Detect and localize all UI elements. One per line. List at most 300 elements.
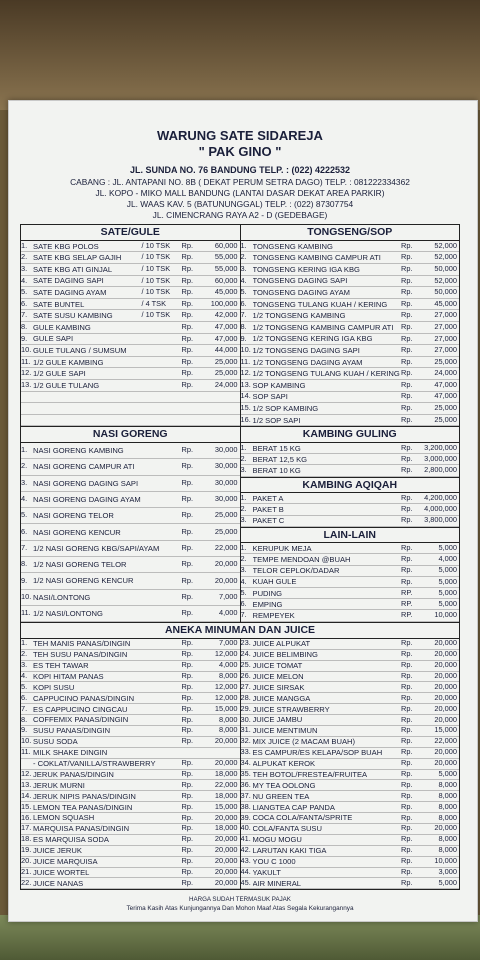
thank-you-note: Terima Kasih Atas Kunjungannya Dan Mohon Maaf Atas Segala Kekurangannya xyxy=(126,904,354,912)
currency-label: Rp. xyxy=(401,504,413,513)
item-number: 2. xyxy=(240,504,247,513)
item-name: REMPEYEK xyxy=(252,610,295,620)
menu-item-row xyxy=(21,748,240,759)
menu-header xyxy=(20,128,460,220)
currency-label: Rp. xyxy=(401,813,413,822)
item-name: TONGSENG KAMBING xyxy=(252,241,333,251)
item-name: JUICE MANGGA xyxy=(252,693,311,703)
item-price: 8,000 xyxy=(219,725,238,735)
item-price: 8,000 xyxy=(219,715,238,724)
item-name: PAKET B xyxy=(252,504,284,514)
lain-lain-list xyxy=(241,543,460,621)
item-price: 27,000 xyxy=(434,333,457,343)
item-name: 1/2 TONGSENG DAGING SAPI xyxy=(252,345,360,355)
item-number: 1. xyxy=(240,543,247,552)
currency-label: Rp. xyxy=(401,403,413,413)
item-name: TEH BOTOL/FRESTEA/FRUITEA xyxy=(252,769,368,779)
menu-item-row xyxy=(21,476,240,492)
menu-item-row xyxy=(21,846,240,857)
menu-item-row xyxy=(241,661,460,672)
item-price: 15,000 xyxy=(214,802,238,811)
guling-aqiqah-lain-section xyxy=(240,427,460,622)
item-number: 3. xyxy=(240,565,247,575)
currency-label: Rp. xyxy=(401,240,413,250)
menu-item-row xyxy=(21,368,240,380)
item-name: TELOR CEPLOK/DADAR xyxy=(252,566,340,576)
currency-label: Rp. xyxy=(181,526,194,536)
item-number: 2. xyxy=(240,454,247,463)
currency-label: Rp. xyxy=(181,649,194,659)
currency-label: Rp. xyxy=(401,442,413,452)
currency-label: Rp. xyxy=(401,454,413,463)
currency-label: Rp. xyxy=(401,391,413,401)
item-price: 100,000 xyxy=(210,298,238,308)
item-price: 20,000 xyxy=(434,704,457,713)
item-name: KERUPUK MEJA xyxy=(252,543,312,553)
currency-label: Rp. xyxy=(401,252,413,262)
item-number: 9. xyxy=(21,575,28,585)
currency-label: RP. xyxy=(401,610,413,620)
currency-label: Rp. xyxy=(401,465,413,475)
item-price: 60,000 xyxy=(214,275,238,285)
currency-label: Rp. xyxy=(181,791,194,800)
item-name: JUICE WORTEL xyxy=(33,867,90,877)
tongseng-sop-section xyxy=(240,225,460,426)
item-price: 18,000 xyxy=(214,769,238,779)
currency-label: RP. xyxy=(401,599,413,608)
item-price: 30,000 xyxy=(214,494,238,504)
branch-address: JL. WAAS KAV. 5 (BATUNUNGGAL) TELP. : (022) 87307754 xyxy=(126,199,354,210)
menu-item-row xyxy=(241,415,460,427)
item-number: 7. xyxy=(21,542,28,552)
menu-item-row xyxy=(21,590,240,606)
item-price: 25,000 xyxy=(214,510,238,520)
item-name: 1/2 SOP KAMBING xyxy=(252,403,319,413)
item-name: CAPPUCINO PANAS/DINGIN xyxy=(33,693,135,703)
item-price: 27,000 xyxy=(434,345,457,355)
section-title: LAIN-LAIN xyxy=(241,527,460,544)
item-number: 27. xyxy=(240,682,251,691)
item-price: 8,000 xyxy=(438,791,457,800)
item-number: 13. xyxy=(21,380,32,389)
item-price: 4,200,000 xyxy=(424,493,457,502)
item-price: 55,000 xyxy=(214,252,238,262)
item-name: GULE SAPI xyxy=(33,334,74,344)
menu-item-row xyxy=(21,693,240,704)
item-name: 1/2 TONGSENG TULANG KUAH / KERING xyxy=(252,369,400,379)
item-price: 3,000 xyxy=(438,867,457,877)
drinks-columns xyxy=(21,639,459,889)
currency-label: Rp. xyxy=(181,834,194,844)
menu-item-row xyxy=(241,443,460,454)
item-name: ES CAMPUR/ES KELAPA/SOP BUAH xyxy=(252,748,383,758)
item-number: 2. xyxy=(21,461,28,471)
menu-item-row xyxy=(21,780,240,791)
menu-item-row xyxy=(241,554,460,565)
currency-label: Rp. xyxy=(401,554,413,564)
item-price: 18,000 xyxy=(214,823,238,833)
item-number: 3. xyxy=(21,660,28,670)
item-name: MY TEA OOLONG xyxy=(252,780,316,790)
item-price: 47,000 xyxy=(214,333,238,343)
item-price: 8,000 xyxy=(438,834,457,844)
currency-label: Rp. xyxy=(401,275,413,285)
currency-label: Rp. xyxy=(181,769,194,779)
item-price: 10,000 xyxy=(434,610,457,620)
menu-item-row xyxy=(241,345,460,357)
menu-item-row xyxy=(241,610,460,621)
currency-label: Rp. xyxy=(401,298,413,308)
item-price: 20,000 xyxy=(434,715,457,724)
item-price: 50,000 xyxy=(434,287,457,297)
item-price: 15,000 xyxy=(214,704,238,713)
item-number: 30. xyxy=(240,715,251,724)
item-number: 21. xyxy=(21,867,32,877)
menu-item-row xyxy=(21,682,240,693)
item-price: 24,000 xyxy=(214,380,238,389)
menu-item-row xyxy=(21,573,240,589)
address-block xyxy=(20,165,460,220)
currency-label: Rp. xyxy=(181,240,194,250)
item-number: 15. xyxy=(240,403,251,413)
item-price: 20,000 xyxy=(214,834,238,844)
sate-list xyxy=(21,241,240,427)
item-price: 15,000 xyxy=(434,725,457,735)
item-number: 5. xyxy=(240,588,247,597)
item-price: 5,000 xyxy=(438,878,457,887)
item-price: 7,000 xyxy=(219,638,238,648)
menu-item-row xyxy=(241,252,460,264)
item-number: 12. xyxy=(240,368,251,378)
currency-label: Rp. xyxy=(401,867,413,877)
menu-item-row xyxy=(21,672,240,683)
item-name: KUAH GULE xyxy=(252,577,297,587)
currency-label: Rp. xyxy=(181,345,194,355)
menu-item-row xyxy=(21,813,240,824)
item-name: SATE BUNTEL xyxy=(33,299,85,309)
currency-label: Rp. xyxy=(181,252,194,262)
currency-label: Rp. xyxy=(401,791,413,800)
item-name: MOGU MOGU xyxy=(252,835,302,845)
currency-label: Rp. xyxy=(181,813,194,822)
item-name: SATE KBG ATI GINJAL xyxy=(33,264,113,274)
item-name: SATE DAGING AYAM xyxy=(33,288,107,297)
item-number: 6. xyxy=(240,298,247,308)
menu-item-row xyxy=(241,835,460,846)
item-unit: / 10 TSK xyxy=(141,310,171,320)
menu-item-row xyxy=(21,726,240,737)
item-name: LEMON TEA PANAS/DINGIN xyxy=(33,802,133,812)
item-price: 20,000 xyxy=(214,559,238,569)
item-name: TEH SUSU PANAS/DINGIN xyxy=(33,650,128,660)
currency-label: Rp. xyxy=(401,287,413,297)
menu-item-row xyxy=(241,264,460,276)
item-name: 1/2 TONGSENG DAGING AYAM xyxy=(252,357,363,367)
menu-item-row xyxy=(21,392,240,404)
item-number: 11. xyxy=(21,747,31,757)
menu-item-row xyxy=(21,276,240,288)
menu-item-row xyxy=(241,857,460,868)
section-sate-tongseng xyxy=(20,224,460,427)
currency-label: Rp. xyxy=(401,310,413,320)
currency-label: Rp. xyxy=(181,867,194,877)
item-price: 12,000 xyxy=(214,649,238,659)
menu-item-row xyxy=(241,878,460,889)
item-price: 12,000 xyxy=(214,682,238,691)
menu-item-row xyxy=(241,682,460,693)
item-name: GULE TULANG / SUMSUM xyxy=(33,345,127,355)
item-number: 20. xyxy=(21,856,32,866)
item-number: 10. xyxy=(21,736,32,746)
item-number: 45. xyxy=(240,878,251,887)
currency-label: Rp. xyxy=(181,780,194,789)
menu-item-row xyxy=(21,661,240,672)
item-number: 14. xyxy=(240,391,251,401)
item-name: SATE KBG POLOS xyxy=(33,241,99,251)
item-name: JUICE JAMBU xyxy=(252,715,303,725)
menu-item-row xyxy=(241,493,460,504)
item-name: TONGSENG DAGING SAPI xyxy=(252,276,348,286)
item-price: 5,000 xyxy=(438,576,457,586)
item-name: NASI GORENG TELOR xyxy=(33,511,114,521)
item-price: 20,000 xyxy=(434,747,457,757)
currency-label: Rp. xyxy=(181,693,194,702)
item-number: 1. xyxy=(240,240,247,250)
menu-item-row xyxy=(241,577,460,588)
item-number: 4. xyxy=(21,275,28,285)
item-name: YAKULT xyxy=(252,867,281,877)
item-number: 41. xyxy=(240,834,251,844)
item-name: TEMPE MENDOAN @BUAH xyxy=(252,555,351,565)
item-name: BERAT 12,5 KG xyxy=(252,454,308,464)
item-number: 5. xyxy=(240,287,247,297)
item-name: PAKET C xyxy=(252,516,285,526)
item-name: BERAT 10 KG xyxy=(252,465,301,475)
menu-item-row xyxy=(21,459,240,475)
nasi-goreng-section xyxy=(21,427,240,622)
item-name: LIANGTEA CAP PANDA xyxy=(252,802,335,812)
menu-item-row xyxy=(241,715,460,726)
item-number: 14. xyxy=(21,791,32,800)
menu-item-row xyxy=(241,672,460,683)
item-number: 28. xyxy=(240,693,251,702)
item-name: 1/2 NASI GORENG TELOR xyxy=(33,560,127,570)
menu-item-row xyxy=(241,454,460,465)
item-unit: / 10 TSK xyxy=(141,240,171,250)
currency-label: Rp. xyxy=(401,856,413,866)
item-price: 30,000 xyxy=(214,445,238,455)
menu-item-row xyxy=(241,748,460,759)
currency-label: Rp. xyxy=(401,725,413,735)
item-price: 20,000 xyxy=(214,878,238,887)
item-number: 3. xyxy=(21,477,28,487)
item-number: 8. xyxy=(21,715,28,724)
item-price: 30,000 xyxy=(214,461,238,471)
item-price: 20,000 xyxy=(434,823,457,833)
menu-item-row xyxy=(21,878,240,889)
currency-label: Rp. xyxy=(181,725,194,735)
item-name: AIR MINERAL xyxy=(252,878,302,888)
currency-label: Rp. xyxy=(181,856,194,866)
menu-item-row xyxy=(241,276,460,288)
item-number: 12. xyxy=(21,368,32,378)
kambing-guling-list xyxy=(241,443,460,477)
item-number: 13. xyxy=(240,380,251,389)
item-price: 25,000 xyxy=(214,368,238,378)
menu-item-row xyxy=(241,504,460,515)
menu-item-row xyxy=(241,310,460,322)
menu-page xyxy=(20,110,460,912)
item-price: 25,000 xyxy=(214,356,238,366)
item-number: 2. xyxy=(21,252,28,262)
menu-footer xyxy=(20,896,460,912)
item-price: 4,000,000 xyxy=(424,504,457,513)
currency-label: Rp. xyxy=(401,780,413,789)
item-number: 7. xyxy=(240,610,247,620)
section-title: SATE/GULE xyxy=(21,225,240,241)
currency-label: Rp. xyxy=(181,298,194,308)
item-name: KOPI SUSU xyxy=(33,682,75,692)
menu-item-row xyxy=(241,824,460,835)
item-number: 32. xyxy=(240,736,251,746)
menu-item-row xyxy=(21,252,240,264)
item-price: 25,000 xyxy=(434,414,457,424)
item-number: 3. xyxy=(21,264,28,273)
item-name: NASI GORENG DAGING SAPI xyxy=(33,478,139,488)
item-price: 5,000 xyxy=(438,543,457,552)
item-price: 52,000 xyxy=(434,275,457,285)
item-number: 6. xyxy=(240,599,247,608)
item-price: 52,000 xyxy=(434,252,457,262)
menu-item-row xyxy=(21,650,240,661)
item-name: JUICE SIRSAK xyxy=(252,682,305,692)
menu-item-row xyxy=(241,599,460,610)
menu-item-row xyxy=(21,241,240,253)
sate-gule-section xyxy=(21,225,240,426)
item-price: 3,200,000 xyxy=(424,442,457,452)
section-title: TONGSENG/SOP xyxy=(241,225,460,241)
item-unit: / 10 TSK xyxy=(141,287,171,297)
menu-item-row xyxy=(21,541,240,557)
item-price: 5,000 xyxy=(438,565,457,575)
currency-label: Rp. xyxy=(181,322,194,331)
currency-label: Rp. xyxy=(401,576,413,586)
currency-label: Rp. xyxy=(401,333,413,343)
item-name: JUICE MELON xyxy=(252,671,304,681)
item-name: 1/2 NASI GORENG KENCUR xyxy=(33,576,134,586)
item-price: 4,000 xyxy=(438,554,457,564)
menu-item-row xyxy=(21,380,240,392)
currency-label: Rp. xyxy=(181,591,194,601)
currency-label: Rp. xyxy=(181,356,194,366)
menu-item-row xyxy=(241,543,460,554)
item-number: 34. xyxy=(240,758,251,768)
item-number: 13. xyxy=(21,780,32,789)
item-number: 17. xyxy=(21,823,32,833)
menu-item-row xyxy=(241,802,460,813)
item-number: 10. xyxy=(21,591,32,601)
item-unit: / 10 TSK xyxy=(141,275,171,285)
item-price: 25,000 xyxy=(434,403,457,413)
item-number: 1. xyxy=(240,493,247,502)
item-name: JUICE TOMAT xyxy=(252,661,303,671)
item-number: 31. xyxy=(240,725,251,735)
item-name: 1/2 SOP SAPI xyxy=(252,415,301,425)
item-number: 1. xyxy=(21,240,28,250)
item-price: 50,000 xyxy=(434,264,457,273)
item-name: NASI/LONTONG xyxy=(33,592,91,602)
menu-item-row xyxy=(21,606,240,622)
item-price: 8,000 xyxy=(438,780,457,789)
currency-label: Rp. xyxy=(401,769,413,779)
item-price: 45,000 xyxy=(434,298,457,308)
currency-label: Rp. xyxy=(181,608,194,618)
currency-label: Rp. xyxy=(181,559,194,569)
item-number: 23. xyxy=(240,638,251,648)
menu-item-row xyxy=(21,310,240,322)
item-name: MIX JUICE (2 MACAM BUAH) xyxy=(252,737,356,747)
item-number: 10. xyxy=(21,345,32,355)
currency-label: Rp. xyxy=(401,671,413,681)
item-number: 1. xyxy=(240,442,247,452)
item-number: 22. xyxy=(21,878,32,887)
item-price: 60,000 xyxy=(214,240,238,250)
item-price: 45,000 xyxy=(214,287,238,297)
menu-item-row xyxy=(241,846,460,857)
item-number: 11. xyxy=(240,356,251,366)
item-price: 52,000 xyxy=(434,240,457,250)
branch-address: JL. CIMENCRANG RAYA A2 - D (GEDEBAGE) xyxy=(152,210,328,221)
currency-label: Rp. xyxy=(181,287,194,297)
currency-label: Rp. xyxy=(181,638,194,648)
item-number: 42. xyxy=(240,845,251,855)
item-price: 18,000 xyxy=(214,791,238,800)
item-price: 25,000 xyxy=(214,526,238,536)
item-price: 47,000 xyxy=(434,391,457,401)
menu-item-row xyxy=(21,403,240,415)
currency-label: Rp. xyxy=(401,715,413,724)
item-number: 6. xyxy=(21,298,28,308)
currency-label: Rp. xyxy=(181,445,194,455)
item-name: PUDING xyxy=(252,588,283,598)
currency-label: Rp. xyxy=(401,638,413,648)
item-name: SUSU SODA xyxy=(33,737,78,747)
item-number: 6. xyxy=(21,526,28,536)
item-name: ES MARQUISA SODA xyxy=(33,835,109,845)
item-price: 5,000 xyxy=(438,599,457,608)
menu-item-row xyxy=(241,868,460,879)
item-price: 20,000 xyxy=(214,845,238,855)
item-price: 20,000 xyxy=(214,575,238,585)
item-name: EMPING xyxy=(252,599,283,609)
menu-item-row xyxy=(241,813,460,824)
item-name: 1/2 TONGSENG KAMBING CAMPUR ATI xyxy=(252,322,394,332)
item-number: 38. xyxy=(240,802,251,811)
item-name: 1/2 TONGSENG KERING IGA KBG xyxy=(252,334,373,344)
item-price: 20,000 xyxy=(214,813,238,822)
menu-item-row xyxy=(241,759,460,770)
item-number: 12. xyxy=(21,769,32,779)
item-name: JUICE ALPUKAT xyxy=(252,639,311,649)
currency-label: Rp. xyxy=(401,414,413,424)
item-number: 9. xyxy=(240,333,247,343)
currency-label: Rp. xyxy=(401,493,413,502)
menu-item-row xyxy=(241,380,460,392)
menu-item-row xyxy=(21,835,240,846)
currency-label: Rp. xyxy=(401,515,413,525)
currency-label: Rp. xyxy=(401,565,413,575)
item-name: NASI GORENG KENCUR xyxy=(33,527,121,537)
